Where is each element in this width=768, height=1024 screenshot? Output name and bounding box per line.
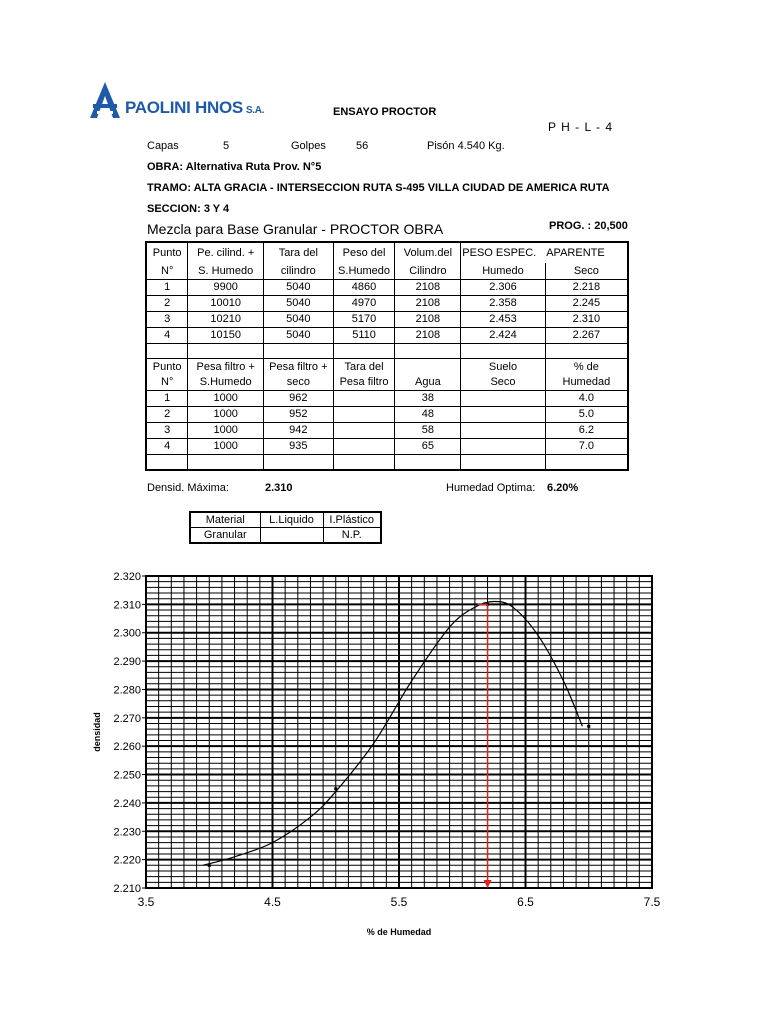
cell: 1000 [188,423,264,439]
tramo-line: TRAMO: ALTA GRACIA - INTERSECCION RUTA S-495 VILLA CIUDAD DE AMERICA RUTA [147,182,610,194]
table-row [146,407,628,423]
x-tick-label: 3.5 [137,895,155,909]
cell: 942 [264,423,334,439]
data-point [208,864,211,867]
th-s-humedo: S. Humedo [188,263,264,280]
cell [395,344,461,359]
cell [188,344,264,359]
pison-text: Pisón 4.540 Kg. [427,140,505,152]
cell: 48 [395,407,461,423]
cell: 38 [395,391,461,407]
densidad-label: Densid. Máxima: [147,482,229,494]
th-l-liquido: L.Liquido [260,512,323,528]
cell: 4860 [333,280,395,296]
cell [333,439,395,455]
cell: 5040 [264,328,334,344]
cell [333,455,395,471]
table-row [146,423,628,439]
cell: 4 [146,439,188,455]
cell: 2.306 [461,280,545,296]
table-row [146,280,628,296]
th-tara: Tara del [264,242,334,263]
material-row [190,528,381,544]
cell: 3 [146,312,188,328]
th-punto: Punto [146,242,188,263]
cell: 6.2 [545,423,628,439]
th-aparente: APARENTE [545,242,628,263]
table-row [146,391,628,407]
cell: 5.0 [545,407,628,423]
cell: 2.358 [461,296,545,312]
table-row [146,296,628,312]
y-axis-label: densidad [92,712,102,752]
cell: 2 [146,296,188,312]
cell: 2.424 [461,328,545,344]
table-spacer-row [146,455,628,471]
th2-pesa-filtro-seco: Pesa filtro + [264,359,334,376]
th2-pct: % de [545,359,628,376]
y-tick-label: 2.250 [113,769,141,782]
company-name: PAOLINI HNOS S.A. [125,98,265,117]
capas-label: Capas [147,140,179,152]
y-tick-label: 2.280 [113,684,141,697]
cell [146,344,188,359]
th2-blank [395,359,461,376]
th2-humedad: Humedad [545,375,628,391]
table1-header-row2 [146,263,628,280]
humedad-value: 6.20% [547,482,579,494]
th2-s-humedo: S.Humedo [188,375,264,391]
y-tick-label: 2.210 [113,883,141,895]
y-tick-label: 2.260 [113,741,141,754]
cell: 2.453 [461,312,545,328]
th2-pesa-filtro-humedo: Pesa filtro + [188,359,264,376]
th-s-humedo-2: S.Humedo [333,263,395,280]
cell [264,344,334,359]
cell: 2.267 [545,328,628,344]
data-point [587,725,590,728]
table1-header-row1 [146,242,628,263]
cell: 5110 [333,328,395,344]
company-suffix: S.A. [245,105,265,116]
table2-header-row2 [146,375,628,391]
th-volum: Volum.del [395,242,461,263]
th-pe-cilind: Pe. cilind. + [188,242,264,263]
cell: 1000 [188,391,264,407]
material-l-liquido [260,528,323,544]
cell [461,344,545,359]
data-point [334,787,337,790]
table2-header-row1 [146,359,628,376]
proctor-data-table [145,241,629,471]
cell: 9900 [188,280,264,296]
golpes-label: Golpes [291,140,326,152]
cell: 65 [395,439,461,455]
cell: 2.245 [545,296,628,312]
y-tick-label: 2.220 [113,854,141,867]
cell: 3 [146,423,188,439]
material-i-plastico: N.P. [323,528,381,544]
mezcla-line: Mezcla para Base Granular - PROCTOR OBRA [147,221,444,237]
x-tick-label: 6.5 [517,895,534,909]
capas-value: 5 [223,140,230,152]
y-tick-label: 2.300 [113,627,141,640]
cell [333,344,395,359]
th2-seco: seco [264,375,334,391]
seccion-line: SECCION: 3 Y 4 [147,203,230,215]
cell: 2108 [395,312,461,328]
cell: 962 [264,391,334,407]
cell: 5040 [264,280,334,296]
table-row [146,328,628,344]
table-row [146,439,628,455]
cell [333,391,395,407]
th-cilindro-2: Cilindro [395,263,461,280]
th-n: N° [146,263,188,280]
cell: 1000 [188,407,264,423]
th-material: Material [190,512,260,528]
humedad-label: Humedad Optima: [446,482,536,494]
cell [264,455,334,471]
th-seco: Seco [545,263,628,280]
cell [461,439,545,455]
cell: 5040 [264,296,334,312]
y-tick-label: 2.240 [113,797,141,810]
cell: 2.310 [545,312,628,328]
obra-line: OBRA: Alternativa Ruta Prov. N°5 [147,161,322,173]
th2-pesa-filtro: Pesa filtro [333,375,395,391]
cell: 2 [146,407,188,423]
material-header-row [190,512,381,528]
cell: 935 [264,439,334,455]
cell: 2108 [395,280,461,296]
y-tick-label: 2.270 [113,712,141,725]
th-cilindro: cilindro [264,263,334,280]
material-table [189,511,382,544]
x-axis-label: % de Humedad [366,927,432,937]
table-row [146,312,628,328]
cell: 2108 [395,328,461,344]
x-tick-label: 5.5 [390,895,408,909]
cell: 4970 [333,296,395,312]
y-tick-label: 2.320 [113,571,141,583]
cell: 952 [264,407,334,423]
material-name: Granular [190,528,260,544]
th2-punto: Punto [146,359,188,376]
cell [461,407,545,423]
th2-n: N° [146,375,188,391]
cell: 1 [146,280,188,296]
cell: 4 [146,328,188,344]
y-tick-label: 2.290 [113,656,141,669]
cell [188,455,264,471]
cell: 2.218 [545,280,628,296]
th2-agua: Agua [395,375,461,391]
y-tick-label: 2.310 [113,599,141,612]
cell [545,344,628,359]
densidad-value: 2.310 [265,482,293,494]
cell: 10210 [188,312,264,328]
cell: 10010 [188,296,264,312]
cell [461,423,545,439]
prog-label: PROG. : 20,500 [549,220,628,232]
table-spacer-row [146,344,628,359]
th-peso-espec: PESO ESPEC. [461,242,545,263]
th2-tara: Tara del [333,359,395,376]
cell: 10150 [188,328,264,344]
th-i-plastico: I.Plástico [323,512,381,528]
cell [146,455,188,471]
cell: 5040 [264,312,334,328]
cell [461,455,545,471]
th-peso: Peso del [333,242,395,263]
cell [395,455,461,471]
cell: 4.0 [545,391,628,407]
company-logo-icon [88,80,122,120]
cell [545,455,628,471]
th2-suelo: Suelo [461,359,545,376]
proctor-chart [0,560,768,960]
y-tick-label: 2.230 [113,826,141,839]
cell: 5170 [333,312,395,328]
test-code: P H - L - 4 [548,120,614,134]
golpes-value: 56 [356,140,369,152]
cell [333,423,395,439]
cell: 1000 [188,439,264,455]
th-humedo: Humedo [461,263,545,280]
cell: 7.0 [545,439,628,455]
test-title: ENSAYO PROCTOR [333,106,437,118]
cell: 58 [395,423,461,439]
cell [461,391,545,407]
x-tick-label: 4.5 [264,895,281,909]
cell: 1 [146,391,188,407]
cell [333,407,395,423]
x-tick-label: 7.5 [643,895,661,909]
th2-seco-2: Seco [461,375,545,391]
cell: 2108 [395,296,461,312]
